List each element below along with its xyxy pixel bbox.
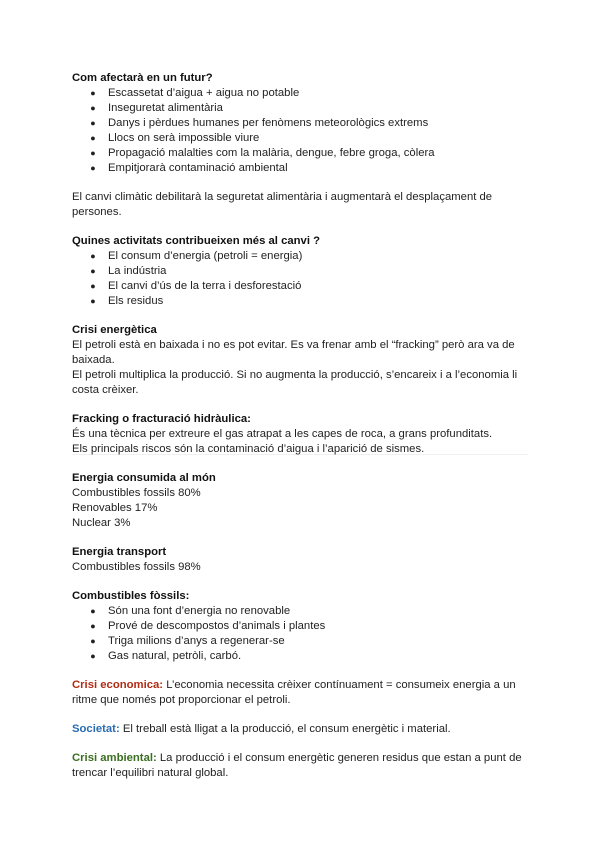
paragraph: Societat: El treball està lligat a la producció, el consum energètic i material. bbox=[72, 723, 451, 735]
section-energy-crisis bbox=[72, 323, 532, 398]
bullet-icon: ● bbox=[90, 651, 96, 661]
document-body bbox=[72, 71, 532, 795]
bullet-icon: ● bbox=[90, 281, 96, 291]
label-societat: Societat: bbox=[72, 723, 120, 735]
section-world-energy bbox=[72, 471, 532, 531]
section-heading: Com afectarà en un futur? bbox=[72, 72, 213, 84]
label-crisi-economica: Crisi economica: bbox=[72, 679, 164, 691]
stat-line: Nuclear 3% bbox=[72, 517, 131, 529]
bullet-icon: ● bbox=[90, 103, 96, 113]
list-item: ● El consum d’energia (petroli = energia) bbox=[88, 249, 532, 264]
section-transport-energy bbox=[72, 545, 532, 575]
list-item: ● El canvi d’ús de la terra i desforestació bbox=[88, 279, 532, 294]
list-item: ● Llocs on serà impossible viure bbox=[88, 131, 532, 146]
bullet-list bbox=[72, 604, 532, 664]
bullet-icon: ● bbox=[90, 163, 96, 173]
list-item: ● Escassetat d’aigua + aigua no potable bbox=[88, 86, 532, 101]
section-heading: Combustibles fòssils: bbox=[72, 590, 190, 602]
bullet-icon: ● bbox=[90, 266, 96, 276]
paragraph: El petroli està en baixada i no es pot evitar. Es va frenar amb el “fracking” però ara va de baixada. bbox=[72, 339, 515, 366]
bullet-icon: ● bbox=[90, 118, 96, 128]
list-item: ● Els residus bbox=[88, 294, 532, 309]
bullet-list bbox=[72, 249, 532, 309]
section-heading: Fracking o fracturació hidràulica: bbox=[72, 413, 251, 425]
paragraph: Crisi ambiental: La producció i el consum energètic generen residus que estan a punt de trencar l’equilibri natural global. bbox=[72, 752, 522, 779]
list-item: ● Triga milions d’anys a regenerar-se bbox=[88, 634, 532, 649]
section-economic-crisis bbox=[72, 678, 532, 708]
section-fossil-fuels bbox=[72, 589, 532, 664]
paragraph: És una tècnica per extreure el gas atrapat a les capes de roca, a grans profunditats. bbox=[72, 428, 493, 440]
section-society bbox=[72, 722, 532, 737]
bullet-icon: ● bbox=[90, 148, 96, 158]
bullet-icon: ● bbox=[90, 606, 96, 616]
section-heading: Energia consumida al món bbox=[72, 472, 216, 484]
list-item: ● Gas natural, petròli, carbó. bbox=[88, 649, 532, 664]
bullet-icon: ● bbox=[90, 133, 96, 143]
section-future-effects bbox=[72, 71, 532, 176]
list-item: ● Empitjorarà contaminació ambiental bbox=[88, 161, 532, 176]
bullet-icon: ● bbox=[90, 251, 96, 261]
section-heading: Quines activitats contribueixen més al canvi ? bbox=[72, 235, 320, 247]
list-item: ● Són una font d’energia no renovable bbox=[88, 604, 532, 619]
bullet-list bbox=[72, 86, 532, 176]
paragraph: El canvi climàtic debilitarà la seguretat alimentària i augmentarà el desplaçament de persones. bbox=[72, 191, 493, 218]
stat-line: Renovables 17% bbox=[72, 502, 158, 514]
stat-line: Combustibles fossils 80% bbox=[72, 487, 201, 499]
section-fracking bbox=[72, 412, 532, 457]
section-environmental-crisis bbox=[72, 751, 532, 781]
list-item: ● Propagació malalties com la malària, dengue, febre groga, còlera bbox=[88, 146, 532, 161]
stat-line: Combustibles fossils 98% bbox=[72, 561, 201, 573]
label-crisi-ambiental: Crisi ambiental: bbox=[72, 752, 157, 764]
section-heading: Energia transport bbox=[72, 546, 167, 558]
list-item: ● La indústria bbox=[88, 264, 532, 279]
paragraph: Els principals riscos són la contaminació d’aigua i l’aparició de sismes. bbox=[72, 443, 425, 455]
list-item: ● Danys i pèrdues humanes per fenòmens meteorològics extrems bbox=[88, 116, 532, 131]
paragraph: El petroli multiplica la producció. Si no augmenta la producció, s’encareix i a l’economia li costa crèixer. bbox=[72, 369, 518, 396]
paragraph: Crisi economica: L’economia necessita crèixer contínuament = consumeix energia a un ritme que només pot proporcionar el petroli. bbox=[72, 679, 516, 706]
section-heading: Crisi energètica bbox=[72, 324, 157, 336]
section-climate-summary bbox=[72, 190, 532, 220]
bullet-icon: ● bbox=[90, 296, 96, 306]
list-item: ● Prové de descompostos d’animals i plantes bbox=[88, 619, 532, 634]
bullet-icon: ● bbox=[90, 88, 96, 98]
bullet-icon: ● bbox=[90, 636, 96, 646]
list-item: ● Inseguretat alimentària bbox=[88, 101, 532, 116]
bullet-icon: ● bbox=[90, 621, 96, 631]
section-contributing-activities bbox=[72, 234, 532, 309]
